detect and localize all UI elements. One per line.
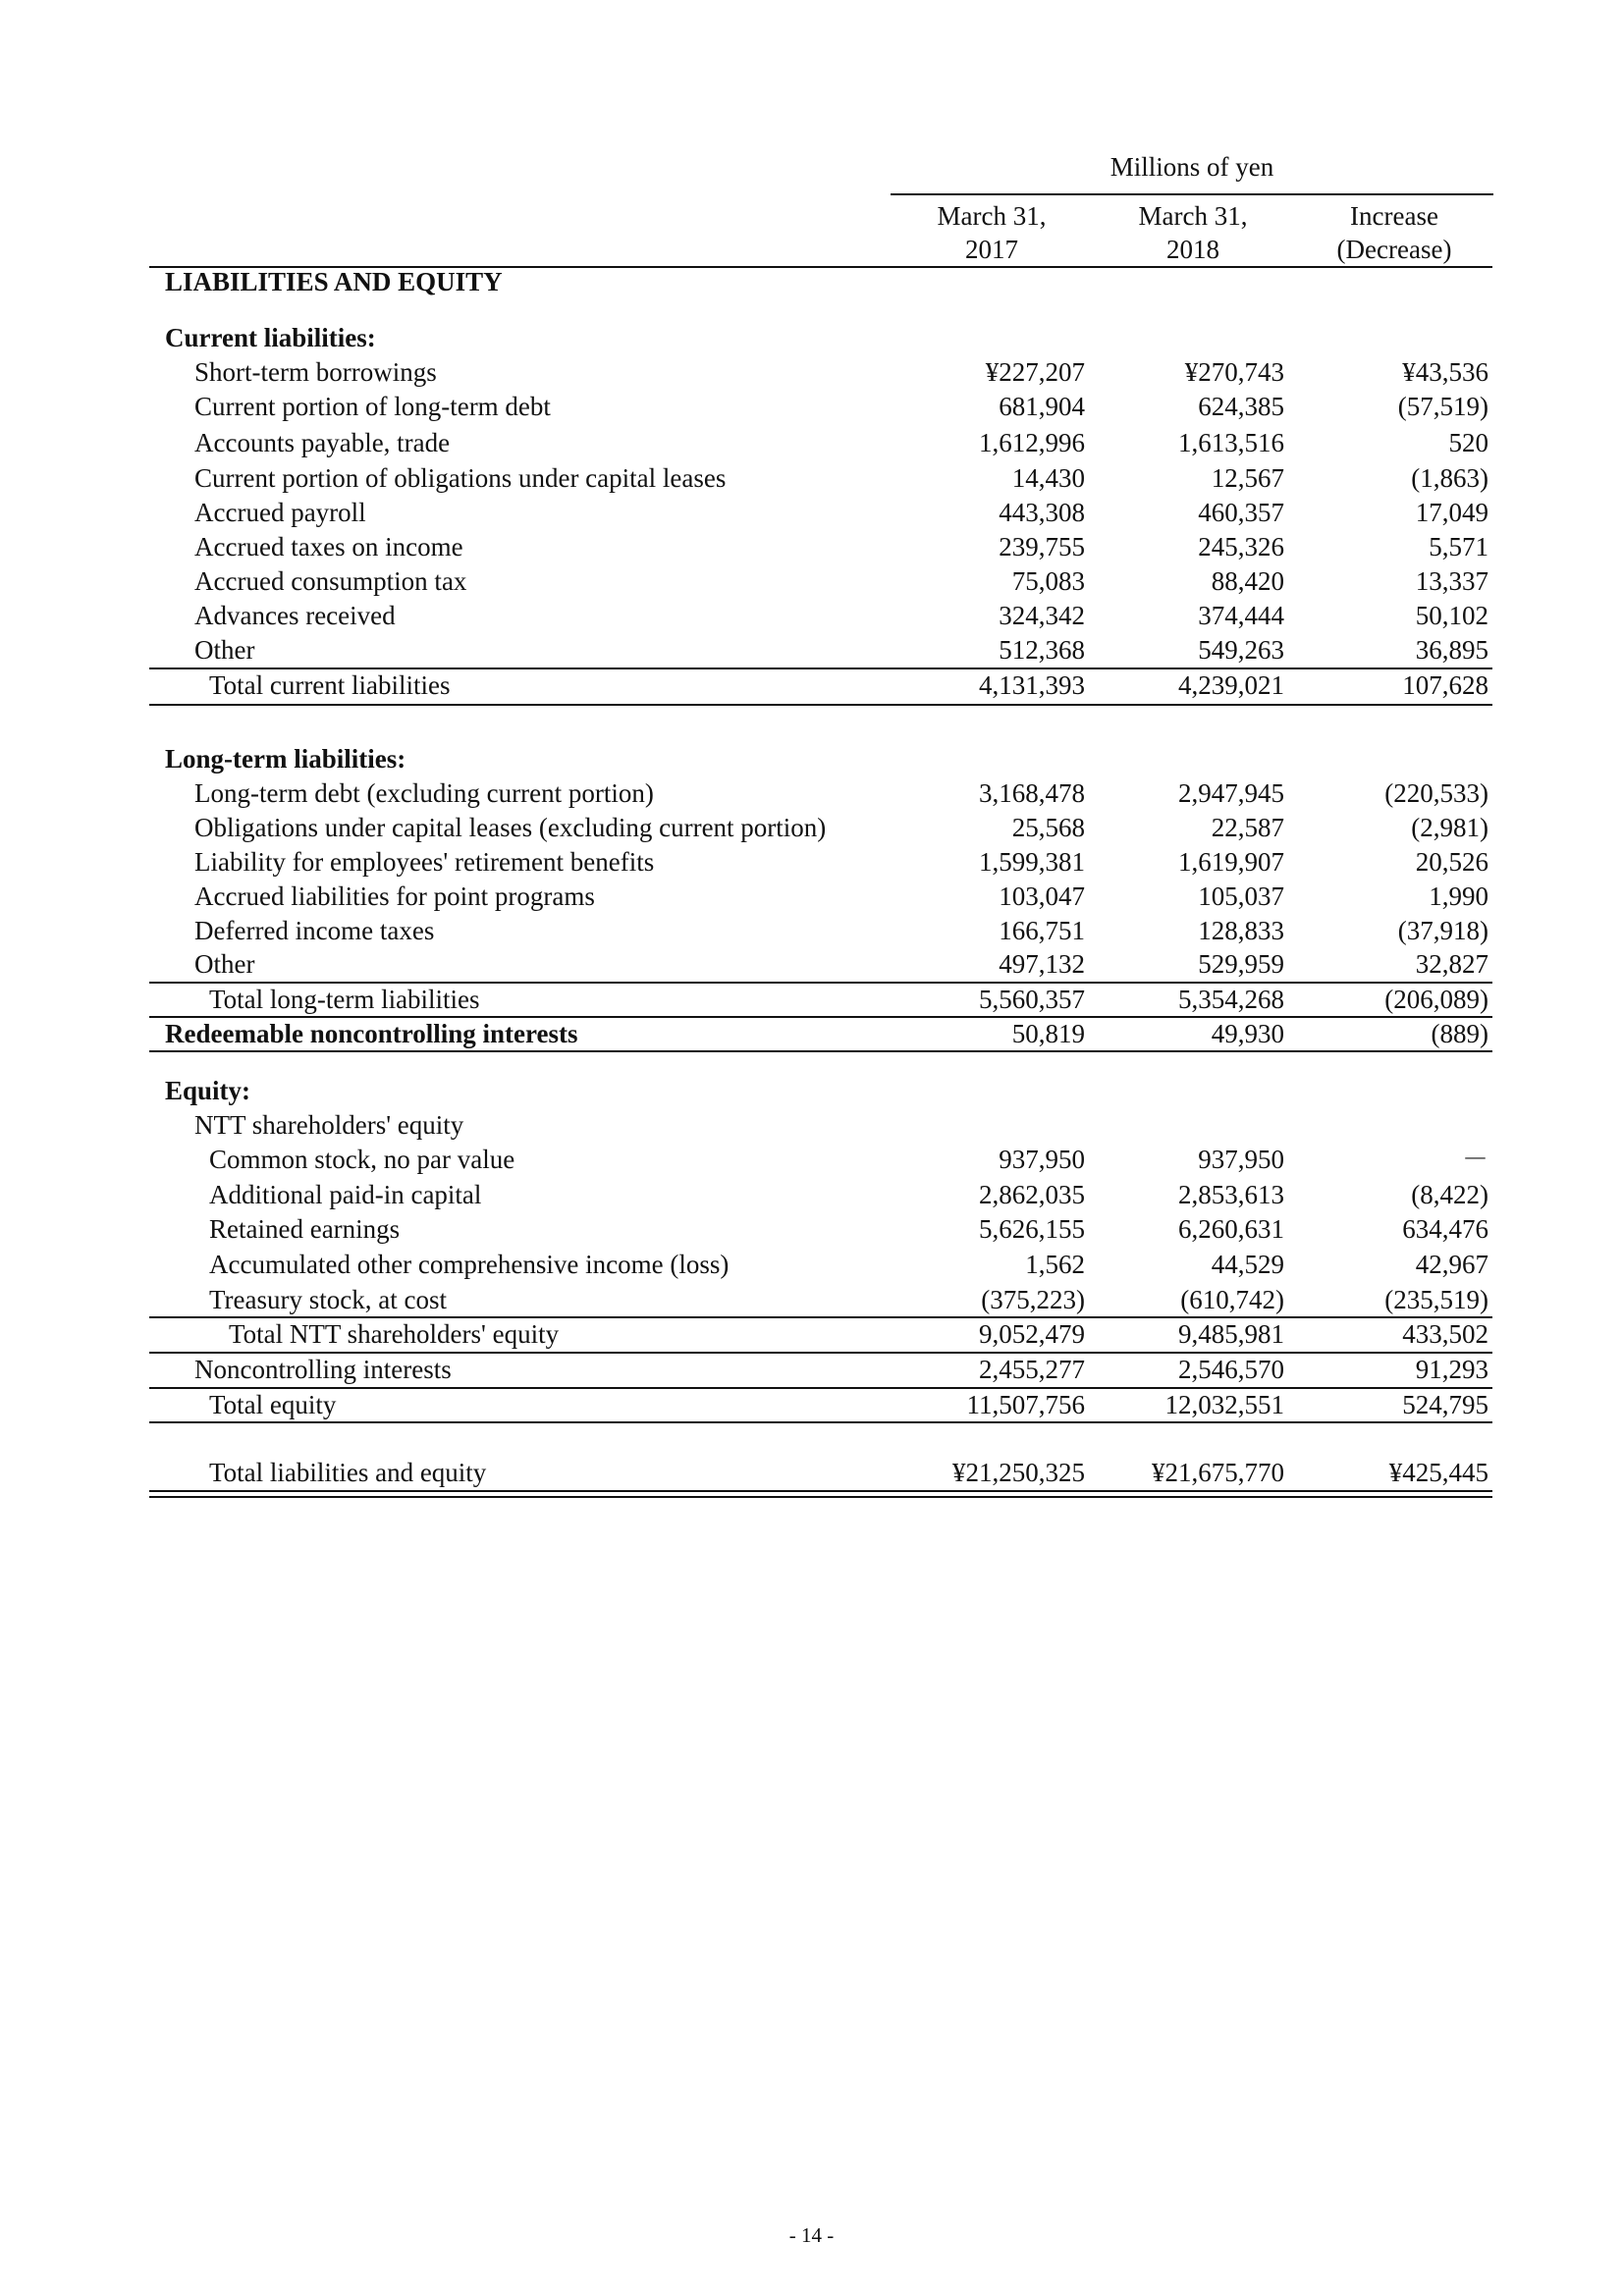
value-change: ¥425,445 xyxy=(1388,1458,1488,1487)
value-2018: 4,239,021 xyxy=(1178,670,1284,700)
value-change: 17,049 xyxy=(1415,498,1488,527)
value-2017: 14,430 xyxy=(1011,463,1085,493)
value-2018: 1,619,907 xyxy=(1178,847,1284,877)
table-row xyxy=(0,1017,1623,1050)
value-2017: 1,599,381 xyxy=(979,847,1085,877)
value-2018: 1,613,516 xyxy=(1178,428,1284,457)
value-2018: 22,587 xyxy=(1211,813,1284,842)
table-rule xyxy=(149,1016,1492,1018)
table-row xyxy=(0,1283,1623,1316)
value-change: 32,827 xyxy=(1415,949,1488,979)
table-row xyxy=(0,461,1623,495)
value-2018: 2,853,613 xyxy=(1178,1180,1284,1209)
row-label: Treasury stock, at cost xyxy=(209,1285,447,1314)
table-row xyxy=(0,1074,1623,1107)
value-2017: 443,308 xyxy=(999,498,1085,527)
table-rule xyxy=(149,982,1492,984)
row-label: Long-term debt (excluding current portion) xyxy=(194,778,654,808)
value-change: (235,519) xyxy=(1384,1285,1488,1314)
table-row xyxy=(0,564,1623,598)
table-rule xyxy=(149,1316,1492,1318)
row-label: Accounts payable, trade xyxy=(194,428,451,457)
value-2018: 245,326 xyxy=(1198,532,1284,561)
column-header-change xyxy=(1296,199,1492,266)
row-label: Accrued consumption tax xyxy=(194,566,467,596)
table-row xyxy=(0,633,1623,667)
table-rule xyxy=(149,1490,1492,1492)
row-label: Other xyxy=(194,949,255,979)
value-2017: 512,368 xyxy=(999,635,1085,665)
value-change: ¥43,536 xyxy=(1402,357,1488,387)
value-change: 1,990 xyxy=(1429,881,1488,911)
page-number: - 14 - xyxy=(788,2223,835,2247)
value-2017: 5,626,155 xyxy=(979,1214,1085,1244)
table-row xyxy=(0,947,1623,981)
value-2018: 374,444 xyxy=(1198,601,1284,630)
value-change: 42,967 xyxy=(1415,1250,1488,1279)
row-label: Total equity xyxy=(209,1390,337,1419)
row-label: Current portion of obligations under capital leases xyxy=(194,463,727,493)
value-change: (57,519) xyxy=(1397,392,1488,421)
column-header-2018-line2: 2018 xyxy=(1166,235,1219,264)
table-rule xyxy=(149,1387,1492,1389)
column-header-change-line1: Increase xyxy=(1350,201,1438,231)
table-rule xyxy=(149,704,1492,706)
table-row xyxy=(0,845,1623,879)
row-label: Long-term liabilities: xyxy=(165,744,406,774)
row-label: Equity: xyxy=(165,1076,251,1105)
value-2017: 3,168,478 xyxy=(979,778,1085,808)
table-row xyxy=(0,1317,1623,1351)
row-label: Retained earnings xyxy=(209,1214,401,1244)
value-2017: 50,819 xyxy=(1011,1019,1085,1048)
table-row xyxy=(0,914,1623,947)
table-row xyxy=(0,321,1623,354)
value-2018: 5,354,268 xyxy=(1178,985,1284,1014)
row-label: Accrued taxes on income xyxy=(194,532,463,561)
table-rule xyxy=(149,266,1492,268)
value-2018: 12,032,551 xyxy=(1164,1390,1284,1419)
row-label: Current liabilities: xyxy=(165,323,376,352)
value-2018: 2,546,570 xyxy=(1178,1355,1284,1384)
value-2018: 128,833 xyxy=(1198,916,1284,945)
table-row xyxy=(0,880,1623,913)
table-row xyxy=(0,496,1623,529)
table-row xyxy=(0,265,1623,298)
value-2018: 460,357 xyxy=(1198,498,1284,527)
value-2018: 44,529 xyxy=(1211,1250,1284,1279)
row-label: Noncontrolling interests xyxy=(194,1355,452,1384)
value-2017: ¥21,250,325 xyxy=(952,1458,1085,1487)
row-label: Total NTT shareholders' equity xyxy=(229,1319,560,1349)
value-2017: (375,223) xyxy=(981,1285,1085,1314)
value-2017: 103,047 xyxy=(999,881,1085,911)
table-row xyxy=(0,1212,1623,1246)
value-change: 107,628 xyxy=(1402,670,1488,700)
row-label: Accrued liabilities for point programs xyxy=(194,881,595,911)
row-label: Total current liabilities xyxy=(209,670,451,700)
value-2017: 2,862,035 xyxy=(979,1180,1085,1209)
row-label: Short-term borrowings xyxy=(194,357,437,387)
value-change: (889) xyxy=(1431,1019,1488,1048)
value-change: 91,293 xyxy=(1415,1355,1488,1384)
value-2018: 9,485,981 xyxy=(1178,1319,1284,1349)
row-label: Other xyxy=(194,635,255,665)
value-change: (206,089) xyxy=(1384,985,1488,1014)
value-change: (37,918) xyxy=(1397,916,1488,945)
value-2017: 11,507,756 xyxy=(966,1390,1085,1419)
value-change: (8,422) xyxy=(1411,1180,1488,1209)
value-change: 5,571 xyxy=(1429,532,1488,561)
table-row xyxy=(0,599,1623,632)
table-row xyxy=(0,1178,1623,1211)
table-row xyxy=(0,530,1623,563)
value-2018: 12,567 xyxy=(1211,463,1284,493)
value-2018: 529,959 xyxy=(1198,949,1284,979)
value-change: 634,476 xyxy=(1402,1214,1488,1244)
row-label: Deferred income taxes xyxy=(194,916,435,945)
table-row xyxy=(0,811,1623,844)
value-change: 20,526 xyxy=(1415,847,1488,877)
value-change: (220,533) xyxy=(1384,778,1488,808)
row-label: Accumulated other comprehensive income (loss) xyxy=(209,1250,730,1279)
column-header-2017 xyxy=(889,199,1095,266)
column-header-2018 xyxy=(1090,199,1296,266)
value-change: (2,981) xyxy=(1411,813,1488,842)
table-row xyxy=(0,355,1623,389)
table-rule xyxy=(149,1352,1492,1354)
column-header-change-line2: (Decrease) xyxy=(1336,235,1452,264)
value-change: 13,337 xyxy=(1415,566,1488,596)
row-label: Advances received xyxy=(194,601,396,630)
column-header-2018-line1: March 31, xyxy=(1138,201,1248,231)
value-2017: 1,562 xyxy=(1025,1250,1085,1279)
value-2017: 1,612,996 xyxy=(979,428,1085,457)
value-change: 520 xyxy=(1448,428,1488,457)
value-2017: 497,132 xyxy=(999,949,1085,979)
table-row xyxy=(0,1388,1623,1421)
table-row xyxy=(0,742,1623,775)
row-label: Total liabilities and equity xyxy=(209,1458,487,1487)
value-2018: 49,930 xyxy=(1211,1019,1284,1048)
table-rule xyxy=(149,667,1492,669)
row-label: Current portion of long-term debt xyxy=(194,392,551,421)
table-rule xyxy=(149,1421,1492,1423)
value-2017: 681,904 xyxy=(999,392,1085,421)
table-row xyxy=(0,1143,1623,1176)
row-label: NTT shareholders' equity xyxy=(194,1110,464,1140)
column-header-2017-line1: March 31, xyxy=(937,201,1047,231)
value-change: 433,502 xyxy=(1402,1319,1488,1349)
value-2017: 5,560,357 xyxy=(979,985,1085,1014)
table-row xyxy=(0,390,1623,423)
value-2017: 25,568 xyxy=(1011,813,1085,842)
row-label: Liability for employees' retirement benefits xyxy=(194,847,655,877)
table-row xyxy=(0,1353,1623,1386)
value-change: 36,895 xyxy=(1415,635,1488,665)
value-2018: ¥270,743 xyxy=(1184,357,1284,387)
row-label: Additional paid-in capital xyxy=(209,1180,482,1209)
column-header-2017-line2: 2017 xyxy=(965,235,1018,264)
value-2018: 624,385 xyxy=(1198,392,1284,421)
value-2018: (610,742) xyxy=(1180,1285,1284,1314)
value-2017: 324,342 xyxy=(999,601,1085,630)
table-rule xyxy=(149,1050,1492,1052)
value-2018: 88,420 xyxy=(1211,566,1284,596)
value-change: 524,795 xyxy=(1402,1390,1488,1419)
table-row xyxy=(0,1108,1623,1142)
row-label: Redeemable noncontrolling interests xyxy=(165,1019,578,1048)
table-row xyxy=(0,1456,1623,1489)
value-2018: 2,947,945 xyxy=(1178,778,1284,808)
value-2017: 9,052,479 xyxy=(979,1319,1085,1349)
unit-caption: Millions of yen xyxy=(1109,152,1274,182)
value-2018: ¥21,675,770 xyxy=(1152,1458,1284,1487)
value-2017: 239,755 xyxy=(999,532,1085,561)
table-row xyxy=(0,668,1623,702)
value-2017: 2,455,277 xyxy=(979,1355,1085,1384)
table-row xyxy=(0,1248,1623,1281)
row-label: Accrued payroll xyxy=(194,498,366,527)
value-2018: 549,263 xyxy=(1198,635,1284,665)
value-change: (1,863) xyxy=(1411,463,1488,493)
value-change: － xyxy=(1462,1145,1488,1174)
table-row xyxy=(0,426,1623,459)
table-row xyxy=(0,983,1623,1016)
unit-rule xyxy=(891,193,1493,195)
table-row xyxy=(0,776,1623,810)
value-2018: 6,260,631 xyxy=(1178,1214,1284,1244)
value-2017: 4,131,393 xyxy=(979,670,1085,700)
value-2017: 166,751 xyxy=(999,916,1085,945)
row-label: Common stock, no par value xyxy=(209,1145,515,1174)
row-label: Obligations under capital leases (excluding current portion) xyxy=(194,813,827,842)
value-2017: ¥227,207 xyxy=(985,357,1085,387)
value-2017: 75,083 xyxy=(1011,566,1085,596)
value-2017: 937,950 xyxy=(999,1145,1085,1174)
value-2018: 937,950 xyxy=(1198,1145,1284,1174)
row-label: LIABILITIES AND EQUITY xyxy=(165,267,503,296)
row-label: Total long-term liabilities xyxy=(209,985,480,1014)
value-2018: 105,037 xyxy=(1198,881,1284,911)
table-rule xyxy=(149,1496,1492,1498)
value-change: 50,102 xyxy=(1415,601,1488,630)
